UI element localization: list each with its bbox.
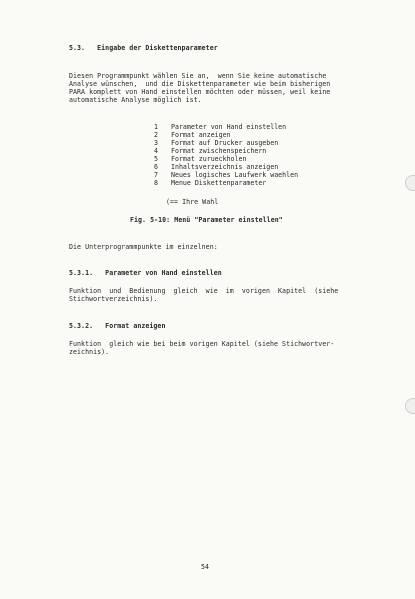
intro-line: Diesen Programmpunkt wählen Sie an, wenn Sie keine automatische	[69, 72, 327, 80]
menu-item-number: 5	[154, 155, 158, 163]
menu-item-label: Format zwischenspeichern	[171, 147, 267, 155]
subsection-text-2: zeichnis).	[69, 348, 110, 356]
menu-item-label: Neues logisches Laufwerk waehlen	[171, 171, 299, 179]
menu-item	[154, 171, 298, 179]
subsection-title-2: 5.3.2. Format anzeigen	[69, 322, 166, 330]
figure-caption: Fig. 5-10: Menü "Parameter einstellen"	[130, 216, 283, 224]
menu-item-label: Parameter von Hand einstellen	[171, 123, 287, 131]
menu-item-label: Format zurueckholen	[171, 155, 247, 163]
menu-item-number: 6	[154, 163, 158, 171]
menu-item-number: 1	[154, 123, 158, 131]
menu-item-number: 4	[154, 147, 158, 155]
intro-line: automatische Analyse möglich ist.	[69, 96, 202, 104]
subsection-intro: Die Unterprogrammpunkte im einzelnen:	[69, 243, 218, 251]
menu-item-number: 8	[154, 179, 158, 187]
page-number: 54	[201, 563, 210, 571]
intro-line: PARA komplett von Hand einstellen möchten oder müssen, weil keine	[69, 88, 331, 96]
binder-hole-top	[405, 175, 415, 191]
menu-item	[154, 163, 278, 171]
menu-item-label: Format anzeigen	[171, 131, 231, 139]
subsection-title-1: 5.3.1. Parameter von Hand einstellen	[69, 269, 222, 277]
menu-item	[154, 139, 278, 147]
menu-item-label: Menue Diskettenparameter	[171, 179, 267, 187]
menu-item-label: Format auf Drucker ausgeben	[171, 139, 279, 147]
menu-item-number: 2	[154, 131, 158, 139]
subsection-text-2: Funktion gleich wie bei beim vorigen Kapitel (siehe Stichwortver-	[69, 340, 335, 348]
choice-prompt: (== Ihre Wahl	[166, 198, 219, 206]
menu-item-number: 3	[154, 139, 158, 147]
subsection-text-1: Stichwortverzeichnis).	[69, 295, 158, 303]
binder-hole-bottom	[405, 398, 415, 414]
menu-item-label: Inhaltsverzeichnis anzeigen	[171, 163, 279, 171]
intro-line: Analyse wünschen, und die Diskettenparameter wie beim bisherigen	[69, 80, 331, 88]
menu-item	[154, 123, 286, 131]
menu-item-number: 7	[154, 171, 158, 179]
menu-item	[154, 147, 266, 155]
menu-item	[154, 179, 266, 187]
subsection-text-1: Funktion und Bedienung gleich wie im vorigen Kapitel (siehe	[69, 287, 339, 295]
menu-item	[154, 131, 231, 139]
section-title: 5.3. Eingabe der Diskettenparameter	[69, 44, 218, 52]
menu-item	[154, 155, 246, 163]
